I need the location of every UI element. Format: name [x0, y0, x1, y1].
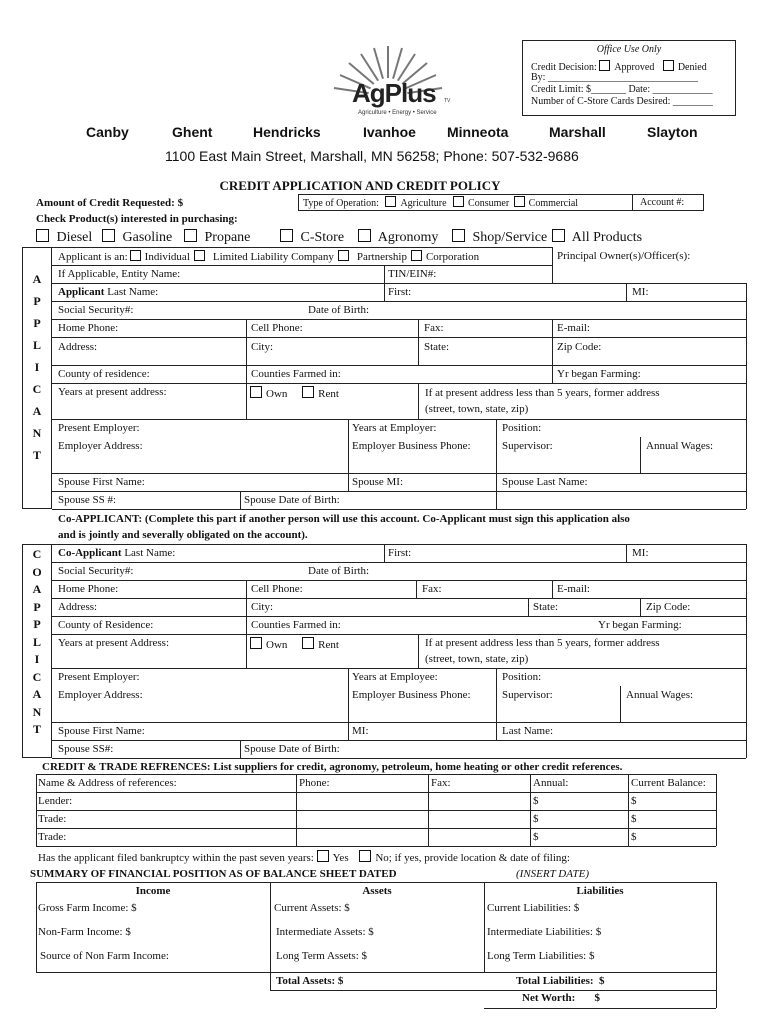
co-spouse-mi[interactable]: MI:: [352, 725, 369, 737]
applicant-supervisor[interactable]: Supervisor:: [502, 440, 553, 452]
bankruptcy-no-checkbox[interactable]: [359, 850, 371, 862]
applicant-position[interactable]: Position:: [502, 422, 542, 434]
credit-title: CREDIT & TRADE REFRENCES: List suppliers for credit, agronomy, petroleum, home heating or other credit references.: [42, 761, 623, 773]
tin-ein[interactable]: TIN/EIN#:: [388, 268, 437, 280]
coapplicant-city[interactable]: City:: [251, 601, 274, 613]
coapplicant-years-address[interactable]: Years at present Address:: [58, 637, 170, 649]
source-non-farm-income[interactable]: Source of Non Farm Income:: [40, 950, 169, 962]
check-products-label: Check Product(s) interested in purchasing:: [36, 213, 238, 225]
amount-requested[interactable]: Amount of Credit Requested: $: [36, 197, 184, 209]
office-by: By: ______________________________: [531, 72, 698, 83]
own-checkbox[interactable]: [250, 386, 262, 398]
company-address: 1100 East Main Street, Marshall, MN 56258; Phone: 507-532-9686: [165, 148, 579, 164]
non-farm-income[interactable]: Non-Farm Income: $: [38, 926, 131, 938]
town-canby: Canby: [86, 124, 129, 140]
rent-label: Rent: [318, 388, 339, 400]
income-header: Income: [135, 885, 171, 897]
assets-header: Assets: [362, 885, 392, 897]
product-gasoline[interactable]: Gasoline: [102, 229, 172, 246]
agriculture-checkbox[interactable]: [385, 196, 396, 207]
applicant-employer-address[interactable]: Employer Address:: [58, 440, 143, 452]
net-worth[interactable]: Net Worth: $: [522, 992, 601, 1004]
applicant-type-row: [58, 250, 479, 263]
coapplicant-employer-address[interactable]: Employer Address:: [58, 689, 143, 701]
bankruptcy-yes-checkbox[interactable]: [317, 850, 329, 862]
applicant-state[interactable]: State:: [424, 341, 450, 353]
applicant-yr-farming[interactable]: Yr began Farming:: [557, 368, 641, 380]
town-minneota: Minneota: [447, 124, 509, 140]
coapplicant-yr-farming[interactable]: Yr began Farming:: [598, 619, 682, 631]
co-spouse-last-name[interactable]: Last Name:: [502, 725, 554, 737]
long-term-assets[interactable]: Long Term Assets: $: [276, 950, 367, 962]
coapplicant-years-employee[interactable]: Years at Employee:: [352, 671, 438, 683]
applicant-side-label: A P P L I C A N T: [32, 272, 42, 462]
coapplicant-side-label: C O A P P L I C A N T: [32, 547, 42, 736]
ref-lender-annual[interactable]: $: [533, 795, 539, 807]
commercial-checkbox[interactable]: [514, 196, 525, 207]
product-diesel[interactable]: Diesel: [36, 229, 92, 246]
partnership-label: Partnership: [356, 251, 407, 263]
coapplicant-former-address[interactable]: If at present address less than 5 years, former address (street, town, state, zip): [425, 637, 660, 665]
approved-checkbox[interactable]: [599, 60, 610, 71]
coapplicant-fax[interactable]: Fax:: [422, 583, 442, 595]
applicant-zip[interactable]: Zip Code:: [557, 341, 602, 353]
town-ivanhoe: Ivanhoe: [363, 124, 416, 140]
summary-title: SUMMARY OF FINANCIAL POSITION AS OF BALANCE SHEET DATED: [30, 868, 397, 880]
credit-decision-label: Credit Decision:: [531, 62, 597, 73]
gross-farm-income[interactable]: Gross Farm Income: $: [38, 902, 137, 914]
spouse-mi[interactable]: Spouse MI:: [352, 476, 404, 488]
spouse-last-name[interactable]: Spouse Last Name:: [502, 476, 588, 488]
co-spouse-ss[interactable]: Spouse SS#:: [58, 743, 114, 755]
agplus-logo: [318, 40, 458, 120]
office-cstore-cards: Number of C-Store Cards Desired: ________: [531, 96, 713, 107]
coapplicant-note-2: and is jointly and severally obligated on the account).: [58, 529, 308, 541]
entity-name[interactable]: If Applicable, Entity Name:: [58, 268, 181, 280]
account-number[interactable]: Account #:: [640, 197, 685, 208]
co-spouse-first-name[interactable]: Spouse First Name:: [58, 725, 145, 737]
ref-lender[interactable]: Lender:: [38, 795, 73, 807]
coapplicant-dob[interactable]: Date of Birth:: [308, 565, 370, 577]
co-own-label: Own: [266, 639, 288, 651]
operation-type-label: Type of Operation:: [303, 198, 379, 209]
coapplicant-note-1: Co-APPLICANT: (Complete this part if another person will use this account. Co-Applicant must sign this application also: [58, 513, 630, 525]
coapplicant-home-phone[interactable]: Home Phone:: [58, 583, 119, 595]
co-spouse-dob[interactable]: Spouse Date of Birth:: [244, 743, 340, 755]
bankruptcy-no-label: No; if yes, provide location & date of filing:: [375, 852, 570, 864]
logo-text: AgPlus: [352, 78, 436, 108]
current-liabilities[interactable]: Current Liabilities: $: [487, 902, 580, 914]
applicant-own-rent: [250, 386, 339, 400]
coapplicant-position[interactable]: Position:: [502, 671, 542, 683]
page-title: CREDIT APPLICATION AND CREDIT POLICY: [219, 178, 501, 193]
town-ghent: Ghent: [172, 124, 213, 140]
denied-checkbox[interactable]: [663, 60, 674, 71]
coapplicant-email[interactable]: E-mail:: [557, 583, 590, 595]
commercial-label: Commercial: [528, 198, 579, 209]
liabilities-header: Liabilities: [576, 885, 624, 897]
spouse-first-name[interactable]: Spouse First Name:: [58, 476, 145, 488]
applicant-fax[interactable]: Fax:: [424, 322, 444, 334]
town-marshall: Marshall: [549, 124, 606, 140]
llc-checkbox[interactable]: [194, 250, 205, 261]
principal-owner[interactable]: Principal Owner(s)/Officer(s):: [557, 250, 691, 262]
coapplicant-own-rent: [250, 637, 339, 651]
current-assets[interactable]: Current Assets: $: [274, 902, 350, 914]
ref-trade-1-balance[interactable]: $: [631, 813, 637, 825]
ref-trade-1-annual[interactable]: $: [533, 813, 539, 825]
applicant-dob[interactable]: Date of Birth:: [308, 304, 370, 316]
applicant-county[interactable]: County of residence:: [58, 368, 150, 380]
applicant-years-employer[interactable]: Years at Employer:: [352, 422, 437, 434]
applicant-cell-phone[interactable]: Cell Phone:: [251, 322, 303, 334]
coapplicant-address[interactable]: Address:: [58, 601, 98, 613]
spouse-ss[interactable]: Spouse SS #:: [58, 494, 117, 506]
coapplicant-first-name[interactable]: First:: [388, 547, 412, 559]
coapplicant-last-name[interactable]: Co-Applicant Last Name:: [58, 547, 176, 559]
office-credit-limit: Credit Limit: $_______ Date: ____________: [531, 84, 713, 95]
col-phone: Phone:: [299, 777, 330, 789]
coapplicant-ssn[interactable]: Social Security#:: [58, 565, 134, 577]
partnership-checkbox[interactable]: [338, 250, 349, 261]
applicant-mi[interactable]: MI:: [632, 286, 649, 298]
col-annual: Annual:: [533, 777, 569, 789]
coapplicant-state[interactable]: State:: [533, 601, 559, 613]
applicant-city[interactable]: City:: [251, 341, 274, 353]
insert-date[interactable]: (INSERT DATE): [516, 868, 590, 880]
applicant-home-phone[interactable]: Home Phone:: [58, 322, 119, 334]
applicant-last-name[interactable]: Applicant Last Name:: [58, 286, 159, 298]
bankruptcy-row: [38, 850, 570, 864]
consumer-checkbox[interactable]: [453, 196, 464, 207]
co-rent-checkbox[interactable]: [302, 637, 314, 649]
town-hendricks: Hendricks: [253, 124, 321, 140]
coapplicant-wages[interactable]: Annual Wages:: [626, 689, 694, 701]
spouse-dob[interactable]: Spouse Date of Birth:: [244, 494, 340, 506]
applicant-employer[interactable]: Present Employer:: [58, 422, 140, 434]
intermediate-liabilities[interactable]: Intermediate Liabilities: $: [487, 926, 602, 938]
product-shop-service[interactable]: Shop/Service: [452, 229, 547, 246]
total-assets[interactable]: Total Assets: $: [276, 975, 344, 987]
col-name-address: Name & Address of references:: [38, 777, 177, 789]
bankruptcy-yes-label: Yes: [332, 852, 349, 864]
applicant-counties-farmed[interactable]: Counties Farmed in:: [251, 368, 341, 380]
coapplicant-county[interactable]: County of Residence:: [58, 619, 154, 631]
bankruptcy-label: Has the applicant filed bankruptcy within the past seven years:: [38, 852, 314, 864]
coapplicant-zip[interactable]: Zip Code:: [646, 601, 691, 613]
office-use-title: Office Use Only: [596, 44, 662, 55]
logo-tagline: Agriculture • Energy • Service: [358, 110, 437, 116]
own-label: Own: [266, 388, 288, 400]
coapplicant-employer[interactable]: Present Employer:: [58, 671, 140, 683]
ref-lender-balance[interactable]: $: [631, 795, 637, 807]
product-agronomy[interactable]: Agronomy: [358, 229, 438, 246]
ref-trade-1[interactable]: Trade:: [38, 813, 67, 825]
denied-label: Denied: [677, 62, 707, 73]
approved-label: Approved: [614, 62, 655, 73]
logo-tm: TV: [444, 98, 451, 104]
town-slayton: Slayton: [647, 124, 698, 140]
applicant-ssn[interactable]: Social Security#:: [58, 304, 134, 316]
agriculture-label: Agriculture: [400, 198, 447, 209]
coapplicant-mi[interactable]: MI:: [632, 547, 649, 559]
llc-label: Limited Liability Company: [212, 251, 334, 263]
applicant-former-address[interactable]: If at present address less than 5 years, former address (street, town, state, zip): [425, 387, 660, 415]
ref-trade-2[interactable]: Trade:: [38, 831, 67, 843]
applicant-email[interactable]: E-mail:: [557, 322, 590, 334]
applicant-address[interactable]: Address:: [58, 341, 98, 353]
operation-type-row: [303, 196, 578, 209]
corporation-checkbox[interactable]: [411, 250, 422, 261]
ref-trade-2-annual[interactable]: $: [533, 831, 539, 843]
applicant-employer-phone[interactable]: Employer Business Phone:: [352, 440, 471, 452]
applicant-years-address[interactable]: Years at present address:: [58, 386, 167, 398]
co-own-checkbox[interactable]: [250, 637, 262, 649]
product-all[interactable]: All Products: [552, 229, 642, 246]
coapplicant-supervisor[interactable]: Supervisor:: [502, 689, 553, 701]
product-propane[interactable]: Propane: [184, 229, 250, 246]
coapplicant-counties-farmed[interactable]: Counties Farmed in:: [251, 619, 341, 631]
ref-trade-2-balance[interactable]: $: [631, 831, 637, 843]
corporation-label: Corporation: [425, 251, 480, 263]
applicant-wages[interactable]: Annual Wages:: [646, 440, 714, 452]
coapplicant-employer-phone[interactable]: Employer Business Phone:: [352, 689, 471, 701]
consumer-label: Consumer: [468, 198, 510, 209]
long-term-liabilities[interactable]: Long Term Liabilities: $: [487, 950, 595, 962]
rent-checkbox[interactable]: [302, 386, 314, 398]
individual-checkbox[interactable]: [130, 250, 141, 261]
total-liabilities[interactable]: Total Liabilities: $: [516, 975, 605, 987]
intermediate-assets[interactable]: Intermediate Assets: $: [276, 926, 374, 938]
coapplicant-cell-phone[interactable]: Cell Phone:: [251, 583, 303, 595]
individual-label: Individual: [144, 251, 190, 263]
col-current-balance: Current Balance:: [631, 777, 706, 789]
applicant-is-label: Applicant is an:: [58, 251, 128, 263]
col-fax: Fax:: [431, 777, 451, 789]
product-cstore[interactable]: C-Store: [280, 229, 344, 246]
co-rent-label: Rent: [318, 639, 339, 651]
applicant-first-name[interactable]: First:: [388, 286, 412, 298]
